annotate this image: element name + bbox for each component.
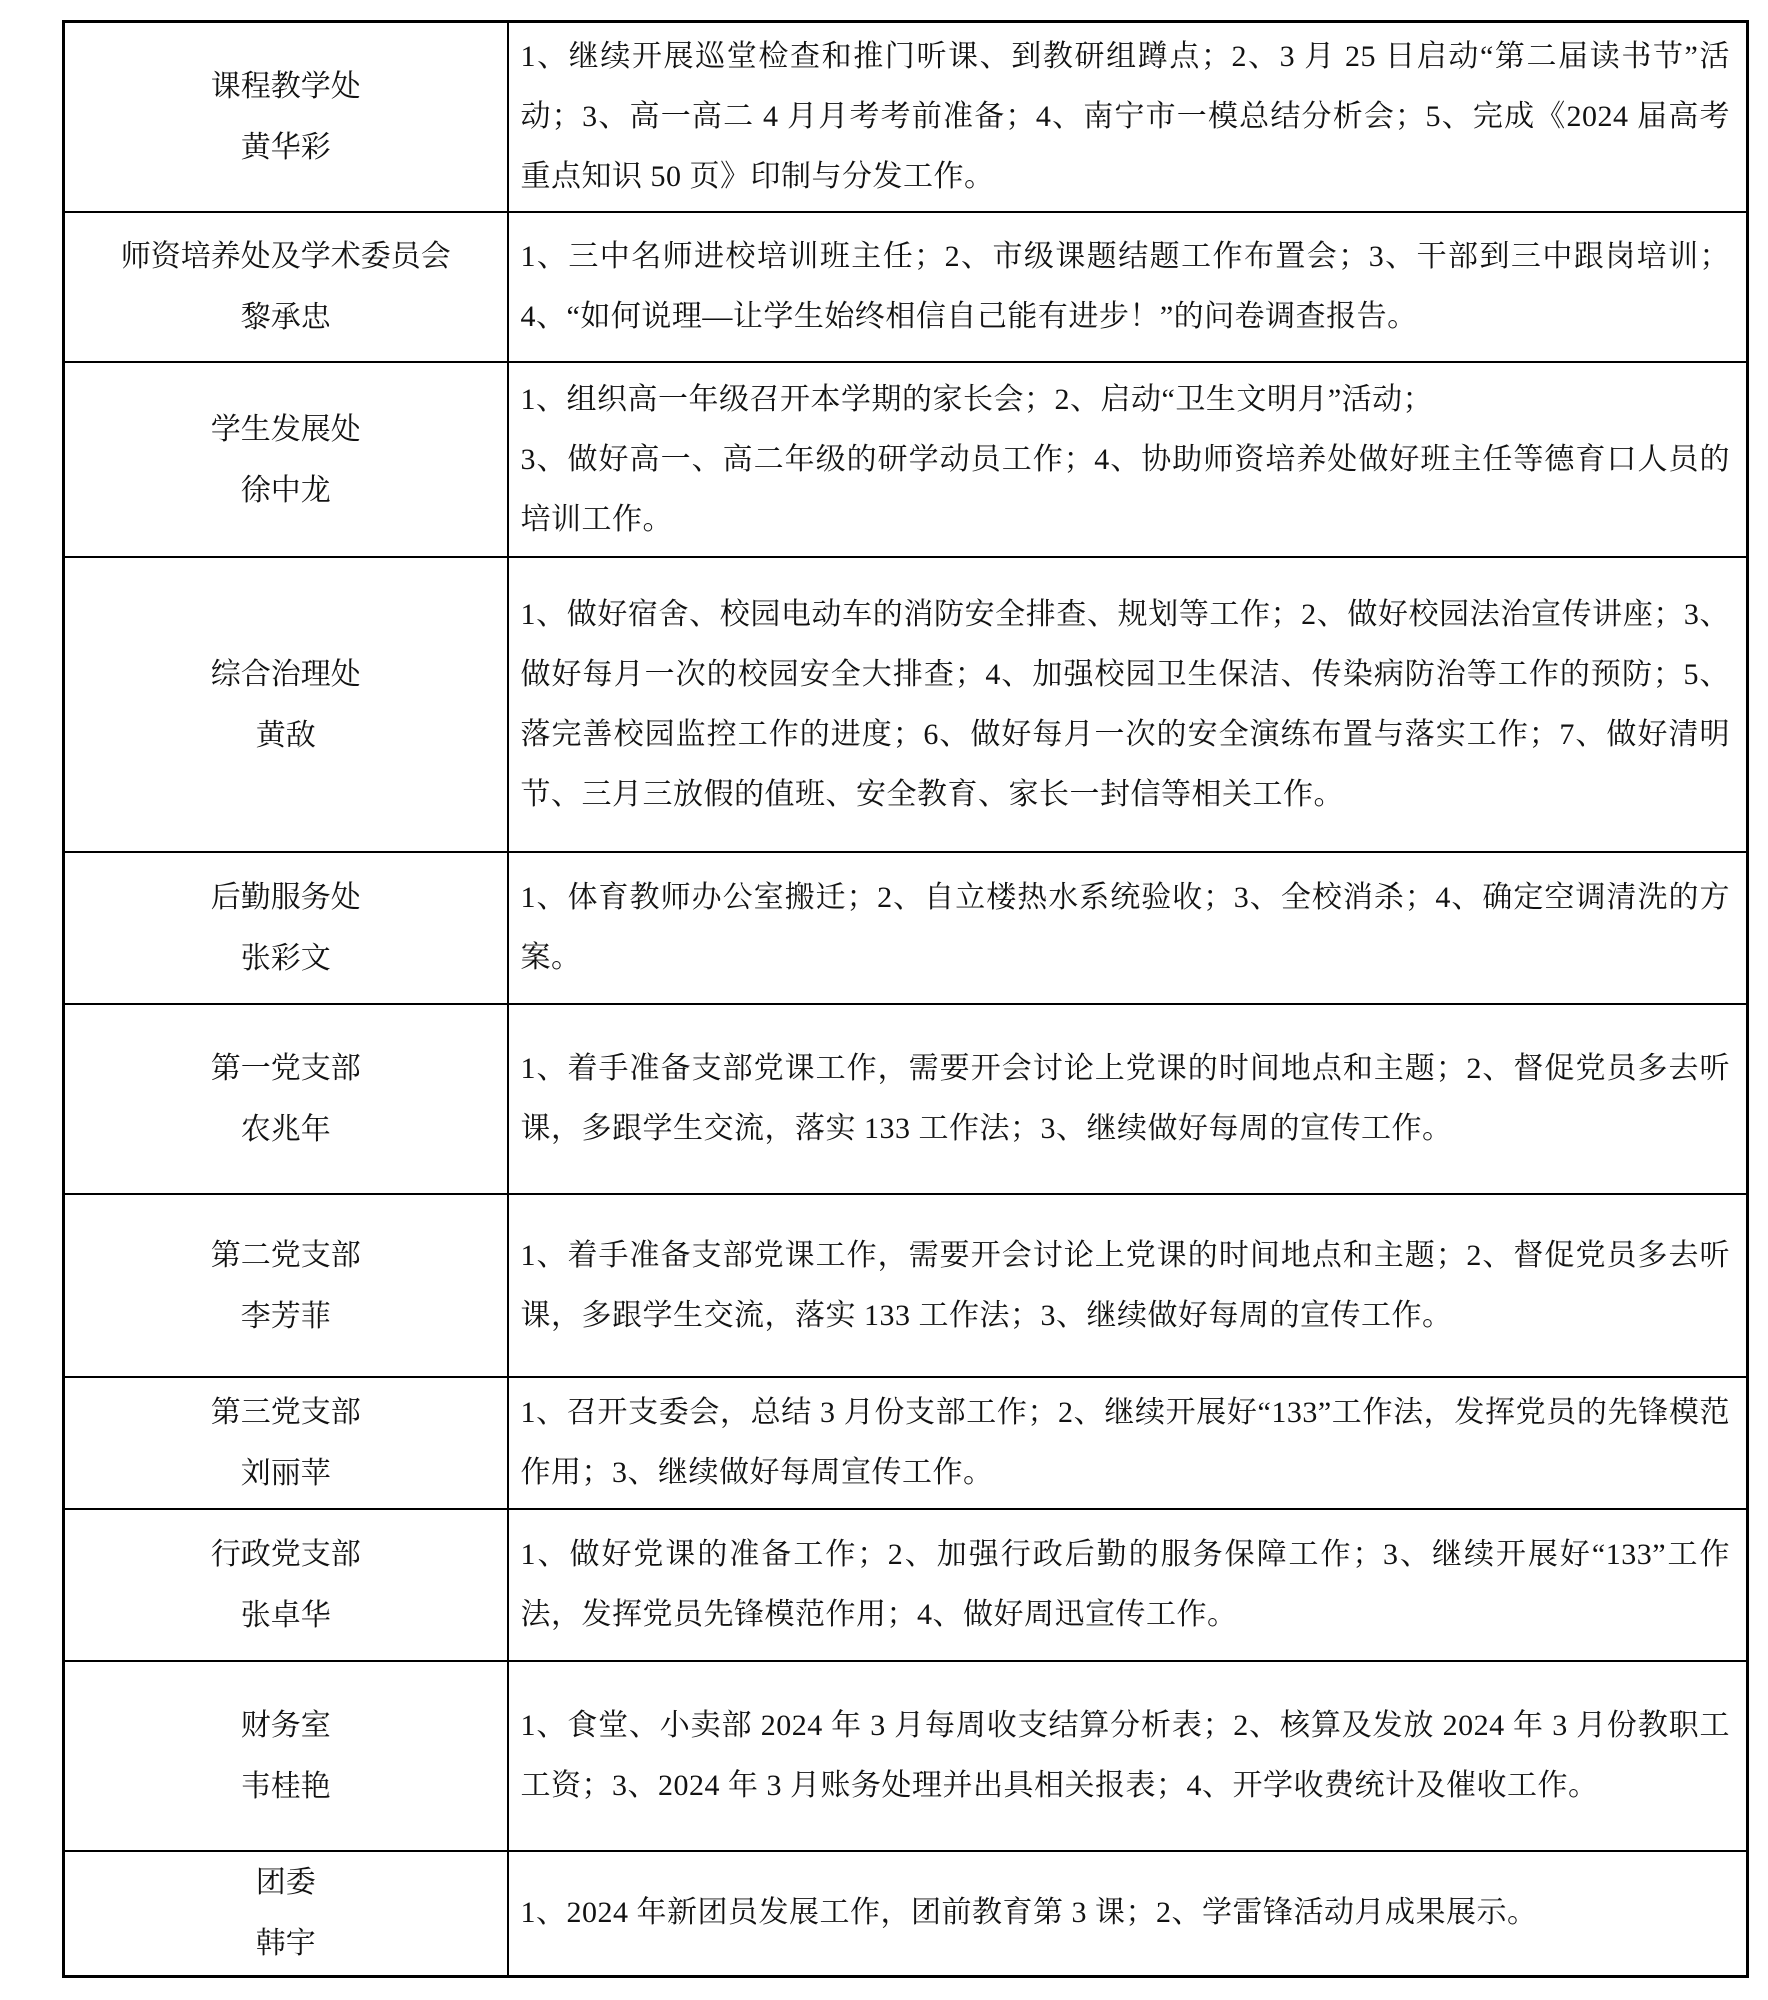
tasks-cell bbox=[508, 1004, 1748, 1194]
table-row bbox=[64, 557, 1748, 852]
task-paragraph: 1、着手准备支部党课工作，需要开会讨论上党课的时间地点和主题；2、督促党员多去听课，多跟学生交流，落实 133 工作法；3、继续做好每周的宣传工作。 bbox=[520, 1052, 1730, 1145]
department-name: 课程教学处 bbox=[210, 70, 361, 103]
person-name: 张卓华 bbox=[240, 1599, 331, 1632]
table-row bbox=[64, 1661, 1748, 1851]
task-paragraph: 1、着手准备支部党课工作，需要开会讨论上党课的时间地点和主题；2、督促党员多去听课，多跟学生交流，落实 133 工作法；3、继续做好每周的宣传工作。 bbox=[520, 1238, 1730, 1332]
department-name: 综合治理处 bbox=[210, 657, 361, 691]
tasks-cell bbox=[508, 22, 1748, 213]
department-cell bbox=[64, 557, 508, 852]
person-name: 李芳菲 bbox=[240, 1299, 331, 1333]
tasks-cell bbox=[508, 212, 1748, 362]
person-name: 张彩文 bbox=[240, 942, 331, 975]
department-name: 第三党支部 bbox=[210, 1396, 361, 1429]
person-name: 徐中龙 bbox=[240, 473, 331, 507]
tasks-cell bbox=[508, 1377, 1748, 1509]
department-cell bbox=[64, 1509, 508, 1661]
department-name: 团委 bbox=[255, 1866, 316, 1900]
tasks-cell bbox=[508, 362, 1748, 557]
table-row bbox=[64, 1377, 1748, 1509]
task-paragraph: 1、继续开展巡堂检查和推门听课、到教研组蹲点；2、3 月 25 日启动“第二届读书节”活动；3、高一高二 4 月月考考前准备；4、南宁市一模总结分析会；5、完成《2024 届高考重点知识 50 页》印制与分发工作。 bbox=[520, 40, 1730, 193]
department-name: 行政党支部 bbox=[210, 1538, 361, 1571]
task-paragraph: 1、食堂、小卖部 2024 年 3 月每周收支结算分析表；2、核算及发放 2024 年 3 月份教职工工资；3、2024 年 3 月账务处理并出具相关报表；4、开学收费统计及催收工作。 bbox=[520, 1709, 1730, 1802]
table-row bbox=[64, 362, 1748, 557]
task-paragraph: 1、做好党课的准备工作；2、加强行政后勤的服务保障工作；3、继续开展好“133”工作法，发挥党员先锋模范作用；4、做好周迅宣传工作。 bbox=[520, 1538, 1730, 1631]
table-row bbox=[64, 22, 1748, 213]
table-row bbox=[64, 1509, 1748, 1661]
table-row bbox=[64, 212, 1748, 362]
department-cell bbox=[64, 1661, 508, 1851]
department-cell bbox=[64, 1851, 508, 1976]
department-name: 第二党支部 bbox=[210, 1238, 361, 1272]
department-cell bbox=[64, 1194, 508, 1377]
department-name: 第一党支部 bbox=[210, 1052, 361, 1085]
tasks-cell bbox=[508, 1509, 1748, 1661]
department-cell bbox=[64, 1377, 508, 1509]
table-row bbox=[64, 1194, 1748, 1377]
tasks-cell bbox=[508, 1851, 1748, 1976]
person-name: 刘丽苹 bbox=[240, 1457, 331, 1490]
person-name: 黄华彩 bbox=[240, 131, 331, 164]
department-cell bbox=[64, 212, 508, 362]
department-name: 学生发展处 bbox=[210, 412, 361, 446]
person-name: 黄敌 bbox=[255, 718, 316, 752]
department-name: 后勤服务处 bbox=[210, 881, 361, 914]
table-body bbox=[64, 22, 1748, 1977]
table-row bbox=[64, 1851, 1748, 1976]
person-name: 黎承忠 bbox=[240, 301, 331, 334]
tasks-cell bbox=[508, 1194, 1748, 1377]
task-paragraph: 1、做好宿舍、校园电动车的消防安全排查、规划等工作；2、做好校园法治宣传讲座；3、做好每月一次的校园安全大排查；4、加强校园卫生保洁、传染病防治等工作的预防；5、落完善校园监控工作的进度；6、做好每月一次的安全演练布置与落实工作；7、做好清明节、三月三放假的值班、安全教育、家长一封信等相关工作。 bbox=[520, 597, 1730, 811]
person-name: 农兆年 bbox=[240, 1113, 331, 1146]
department-cell bbox=[64, 362, 508, 557]
task-paragraph: 1、召开支委会，总结 3 月份支部工作；2、继续开展好“133”工作法，发挥党员的先锋模范作用；3、继续做好每周宣传工作。 bbox=[520, 1396, 1730, 1489]
table-row bbox=[64, 852, 1748, 1004]
department-cell bbox=[64, 852, 508, 1004]
task-paragraph: 3、做好高一、高二年级的研学动员工作；4、协助师资培养处做好班主任等德育口人员的培训工作。 bbox=[520, 442, 1730, 536]
work-plan-table bbox=[62, 20, 1749, 1978]
tasks-cell bbox=[508, 852, 1748, 1004]
table-row bbox=[64, 1004, 1748, 1194]
department-cell bbox=[64, 1004, 508, 1194]
person-name: 韦桂艳 bbox=[240, 1770, 331, 1803]
task-paragraph: 1、组织高一年级召开本学期的家长会；2、启动“卫生文明月”活动； bbox=[520, 382, 1434, 416]
department-name: 师资培养处及学术委员会 bbox=[120, 240, 451, 273]
tasks-cell bbox=[508, 557, 1748, 852]
task-paragraph: 1、2024 年新团员发展工作，团前教育第 3 课；2、学雷锋活动月成果展示。 bbox=[520, 1896, 1538, 1930]
tasks-cell bbox=[508, 1661, 1748, 1851]
task-paragraph: 1、三中名师进校培训班主任；2、市级课题结题工作布置会；3、干部到三中跟岗培训；4、“如何说理—让学生始终相信自己能有进步！”的问卷调查报告。 bbox=[520, 240, 1730, 333]
person-name: 韩宇 bbox=[255, 1927, 316, 1961]
department-name: 财务室 bbox=[240, 1709, 331, 1742]
department-cell bbox=[64, 22, 508, 213]
task-paragraph: 1、体育教师办公室搬迁；2、自立楼热水系统验收；3、全校消杀；4、确定空调清洗的方案。 bbox=[520, 881, 1730, 974]
